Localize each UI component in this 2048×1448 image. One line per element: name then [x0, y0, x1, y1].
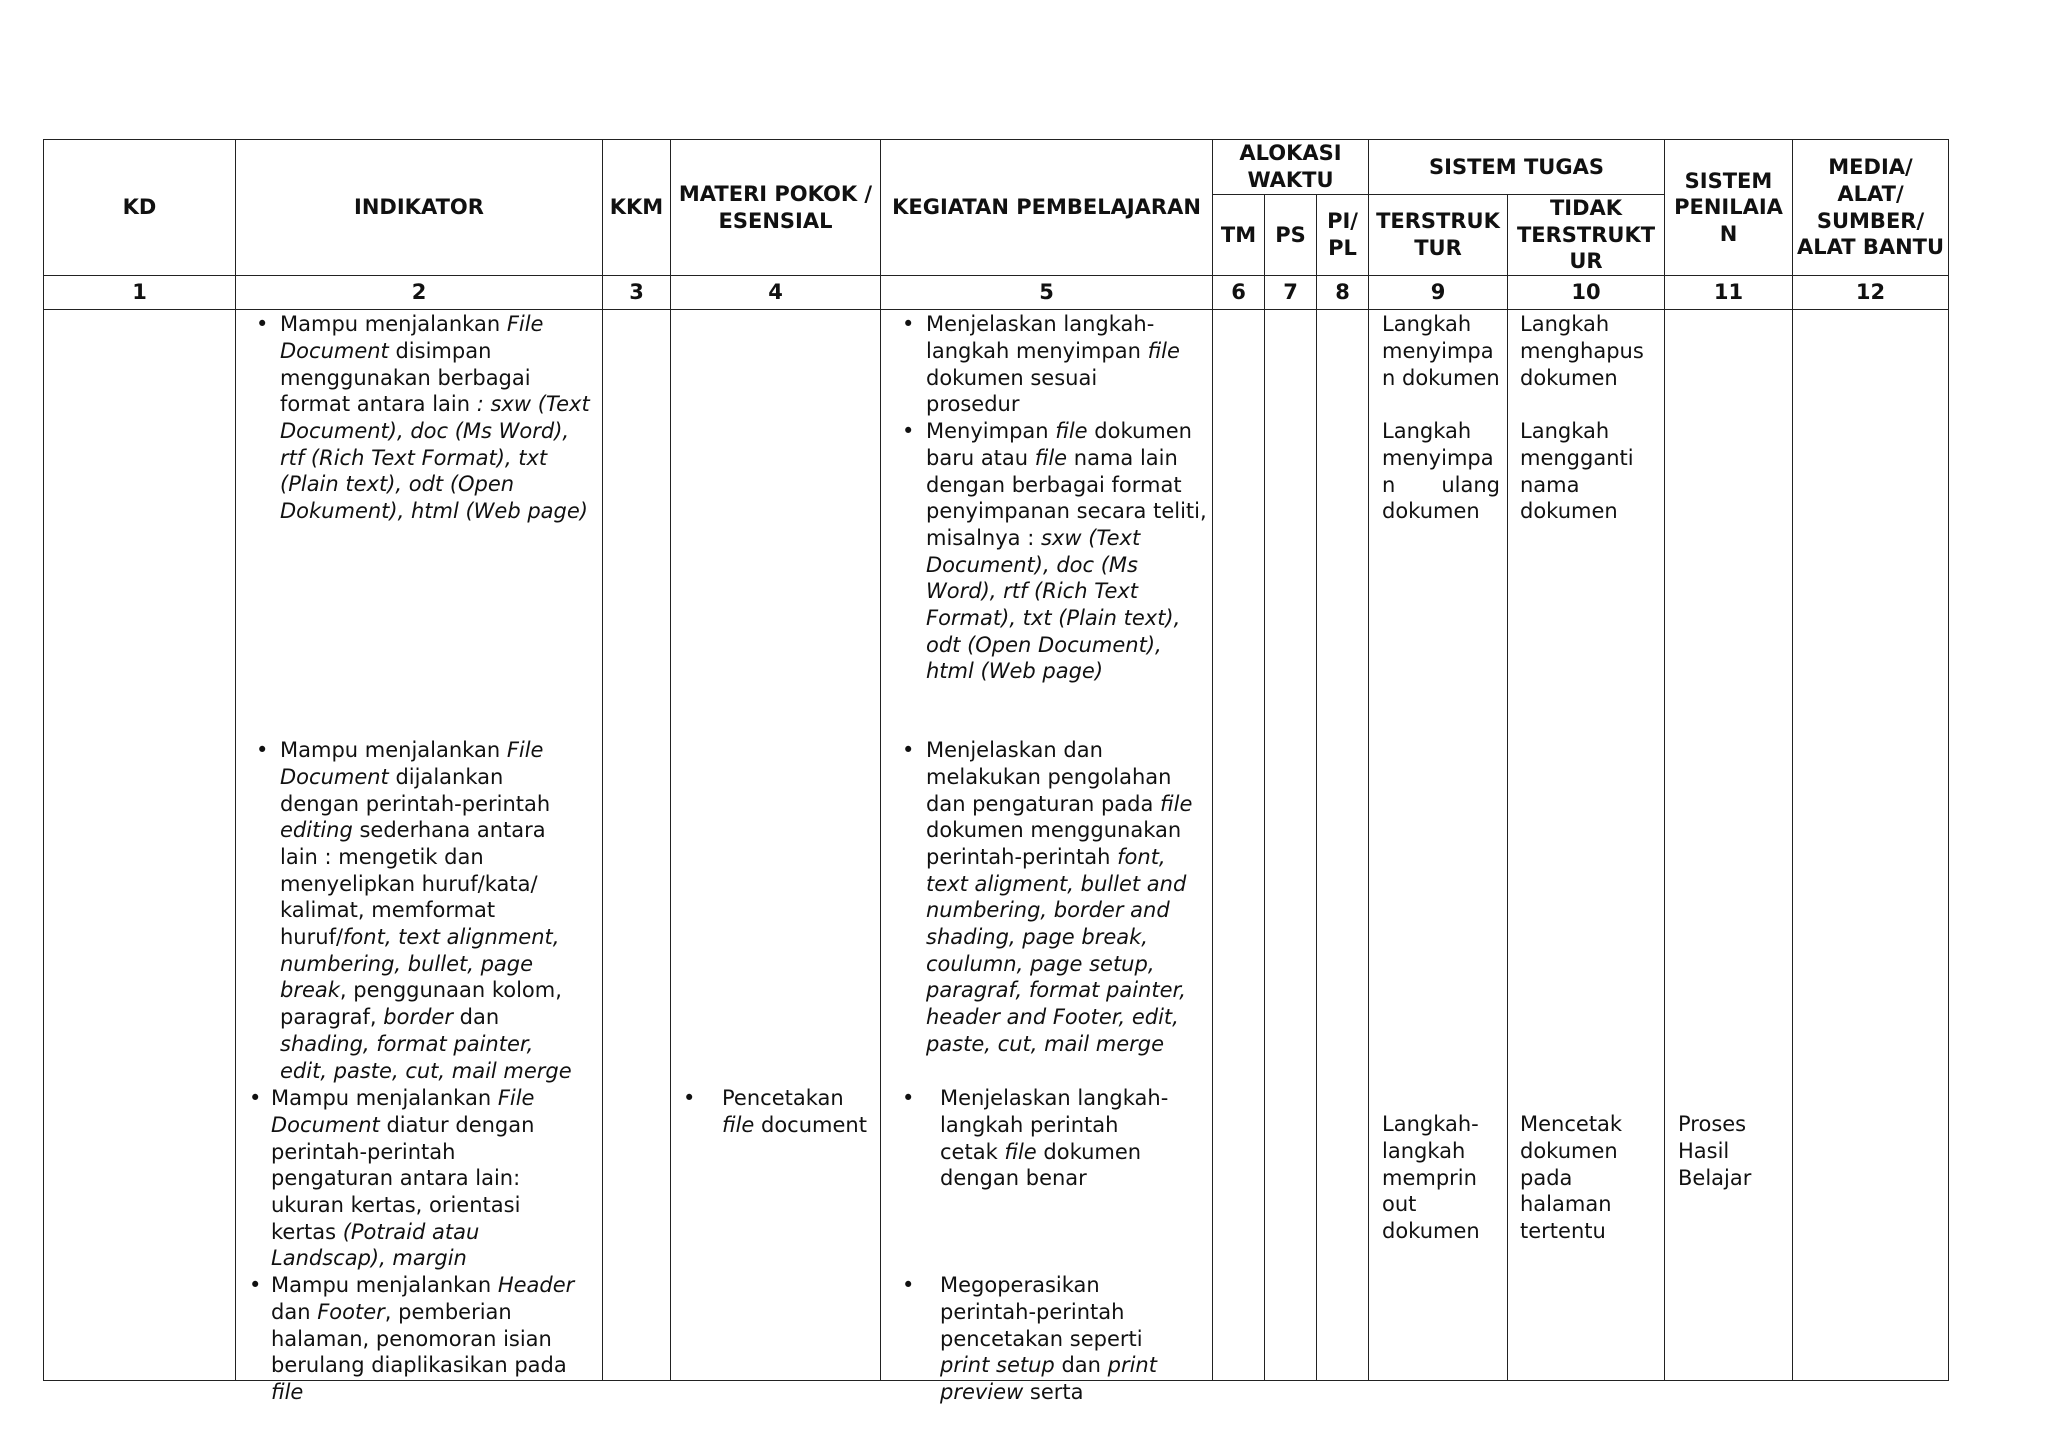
column-number: 5: [881, 276, 1213, 310]
text: border: [383, 1005, 453, 1030]
bullet-icon: •: [249, 1273, 262, 1298]
header-kkm: KKM: [603, 140, 671, 276]
text: Menjelaskan langkah-langkah perintah cetak: [940, 1086, 1169, 1164]
text: print preview: [940, 1353, 1157, 1404]
tm-cell: [1213, 310, 1265, 1381]
indikator-cell: [236, 310, 603, 1404]
text: editing: [280, 818, 353, 843]
header-alokasi-waktu: ALOKASI WAKTU: [1213, 140, 1369, 195]
text: Menyimpan: [926, 419, 1056, 444]
text: , penggunaan kolom, paragraf,: [280, 978, 562, 1030]
text: Mampu menjalankan: [271, 1273, 498, 1298]
terstruktur-text: Langkah menyimpa n ulang dokumen: [1382, 419, 1507, 524]
bullet-icon: •: [902, 738, 915, 763]
kegiatan-item: [902, 311, 1196, 418]
terstruktur-text: Langkah menyimpa n dokumen: [1382, 312, 1500, 390]
bullet-icon: •: [683, 1086, 696, 1111]
text: Mampu menjalankan: [280, 738, 507, 763]
column-number: 12: [1793, 276, 1949, 310]
header-tm: TM: [1213, 195, 1265, 276]
bullet-icon: •: [256, 312, 269, 337]
column-number: 10: [1508, 276, 1665, 310]
kkm-cell: [603, 310, 671, 1381]
kegiatan-cell: [881, 310, 1213, 1404]
tidak-terstruktur-text: Mencetak dokumen pada halaman tertentu: [1520, 1112, 1623, 1243]
text: dan: [271, 1299, 318, 1324]
header-terstruktur: TERSTRUK TUR: [1369, 195, 1508, 276]
kegiatan-item: [902, 737, 1208, 1057]
text: (Potraid atau Landscap), margin: [271, 1219, 480, 1271]
bullet-icon: •: [249, 1086, 262, 1111]
kd-cell: [44, 310, 236, 1381]
pipl-cell: [1317, 310, 1369, 1381]
text: shading, format painter, edit, paste, cut, mail merge: [280, 1031, 572, 1083]
text: dokumen dengan benar: [940, 1139, 1142, 1191]
text: File Document: [280, 312, 544, 363]
indikator-item: [256, 737, 585, 1084]
text: Mampu menjalankan: [271, 1086, 498, 1111]
text: font, text aligment, bullet and numbering, border and shading, page break, coulumn, page setup, paragraf, format painter, header and Footer, edit, paste, cut, mail merge: [926, 844, 1187, 1056]
column-number: 7: [1265, 276, 1317, 310]
text: nama lain dengan berbagai format penyimpanan secara teliti, misalnya :: [926, 445, 1207, 550]
text: Megoperasikan perintah-perintah pencetakan seperti: [940, 1273, 1143, 1351]
kegiatan-item: [902, 1085, 1180, 1192]
text: file: [722, 1112, 755, 1137]
penilaian-text: Proses Hasil Belajar: [1678, 1112, 1752, 1190]
text: , pemberian halaman, penomoran isian berulang diaplikasikan pada: [271, 1299, 567, 1378]
tidak-terstruktur-cell: [1508, 310, 1665, 1381]
terstruktur-text: Langkah-langkah memprin out dokumen: [1382, 1112, 1480, 1243]
text: dokumen menggunakan perintah-perintah: [926, 818, 1182, 869]
text: font, text alignment, numbering, bullet, page break: [280, 925, 560, 1003]
text: diatur dengan perintah-perintah pengaturan antara lain: ukuran kertas, orientasi kertas: [271, 1112, 535, 1244]
column-number: 11: [1665, 276, 1793, 310]
column-number: 4: [671, 276, 881, 310]
header-kd: KD: [44, 140, 236, 276]
header-sistem-tugas: SISTEM TUGAS: [1369, 140, 1665, 195]
bullet-icon: •: [902, 1273, 915, 1298]
text: Menjelaskan dan melakukan pengolahan dan pengaturan pada: [926, 738, 1172, 816]
bullet-icon: •: [256, 738, 269, 763]
terstruktur-cell: [1369, 310, 1508, 1381]
text: File Document: [271, 1086, 535, 1137]
text: sederhana antara lain : mengetik dan menyelipkan huruf/kata/ kalimat, memformat huruf/: [280, 818, 546, 950]
ps-cell: [1265, 310, 1317, 1381]
text: Footer: [317, 1299, 385, 1324]
text: : sxw (Text Document), doc (Ms Word), rtf (Rich Text Format), txt (Plain text), odt (Open Dokument), html (Web page): [280, 392, 590, 524]
text: dokumen sesuai prosedur: [926, 365, 1098, 417]
indikator-item: [249, 1272, 589, 1406]
indikator-item: [256, 311, 598, 525]
text: dijalankan dengan perintah-perintah: [280, 764, 551, 816]
kegiatan-item: [902, 1272, 1185, 1406]
text: Header: [497, 1273, 575, 1298]
text: file: [1004, 1139, 1037, 1164]
text: document: [754, 1112, 867, 1137]
text: Mampu menjalankan: [280, 312, 507, 337]
column-number: 2: [236, 276, 603, 310]
text: File Document: [280, 738, 544, 789]
column-number: 6: [1213, 276, 1265, 310]
materi-cell: [671, 310, 881, 1381]
column-number: 3: [603, 276, 671, 310]
text: dan: [452, 1005, 500, 1030]
column-number: 9: [1369, 276, 1508, 310]
text: dokumen baru atau: [926, 419, 1192, 470]
penilaian-cell: [1665, 310, 1793, 1381]
header-tidak-terstruktur: TIDAK TERSTRUKT UR: [1508, 195, 1665, 276]
bullet-icon: •: [902, 1086, 915, 1111]
column-number: 1: [44, 276, 236, 310]
text: file: [271, 1379, 304, 1404]
indikator-item: [249, 1085, 576, 1272]
media-cell: [1793, 310, 1949, 1381]
header-ps: PS: [1265, 195, 1317, 276]
kegiatan-item: [902, 418, 1208, 685]
column-number: 8: [1317, 276, 1369, 310]
text: dan: [1054, 1353, 1108, 1378]
syllabus-table: [43, 139, 1949, 1404]
header-sistem-penilaian: SISTEM PENILAIA N: [1665, 140, 1793, 276]
text: serta: [1023, 1379, 1084, 1404]
tidak-terstruktur-text: Langkah menghapus dokumen: [1520, 312, 1644, 390]
text: Pencetakan: [722, 1086, 844, 1111]
header-materi: MATERI POKOK / ESENSIAL: [671, 140, 881, 276]
header-pipl: PI/ PL: [1317, 195, 1369, 276]
text: sxw (Text Document), doc (Ms Word), rtf (Rich Text Format), txt (Plain text), odt (Open Document), html (Web page): [926, 525, 1181, 684]
header-indikator: INDIKATOR: [236, 140, 603, 276]
tidak-terstruktur-text: Langkah mengganti nama dokumen: [1520, 419, 1634, 524]
header-kegiatan: KEGIATAN PEMBELAJARAN: [881, 140, 1213, 276]
bullet-icon: •: [902, 419, 915, 444]
text: Menjelaskan langkah-langkah menyimpan: [926, 312, 1155, 363]
text: file: [1055, 419, 1088, 444]
text: file: [1034, 445, 1068, 470]
text: file: [1160, 791, 1193, 816]
bullet-icon: •: [902, 312, 915, 337]
text: disimpan menggunakan berbagai format antara lain: [280, 338, 531, 417]
text: file: [1147, 338, 1180, 363]
materi-item: [683, 1085, 872, 1138]
header-media: MEDIA/ ALAT/ SUMBER/ ALAT BANTU: [1793, 140, 1949, 276]
text: print setup: [940, 1353, 1055, 1378]
